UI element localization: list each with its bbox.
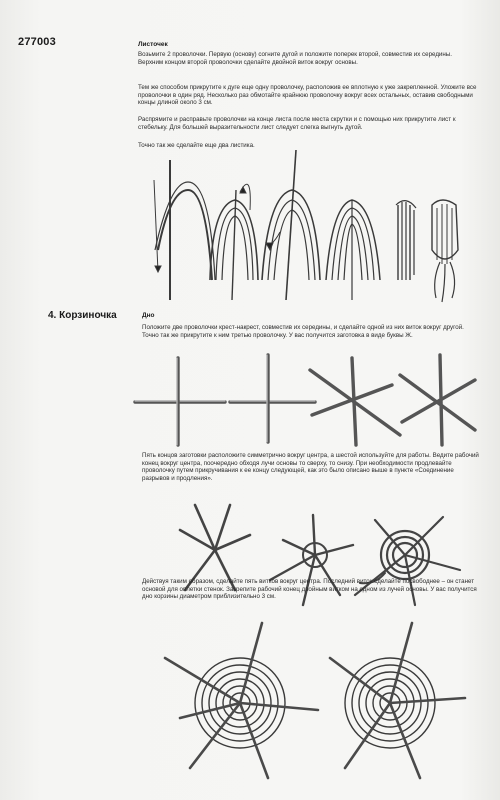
leaf-paragraph-3: Распрямите и расправьте проволочки на конце листа после места скрутки и с помощью них прикрутите лист к стебельку. Для большей выразительности лист следует слегка выгнуть дугой. <box>138 116 456 131</box>
page-code: 277003 <box>18 36 56 48</box>
finished-base-1 <box>165 623 318 778</box>
leaf-step-1 <box>154 160 215 300</box>
cross-step-3 <box>310 358 400 445</box>
cross-step-4 <box>400 355 475 445</box>
cross-step-1 <box>135 358 225 445</box>
leaf-paragraph-2: Тем же способом прикрутите к дуге еще одну проволочку, расположив ее вплотную к уже закрепленной. Уложите все проволочки в один ряд. Несколько раз обмотайте крайнюю проволочку вокруг всех остальных, оставив свободными концы длиной около 3 см. <box>138 84 477 107</box>
basket-paragraph-1: Положите две проволочки крест-накрест, совместив их середины, и сделайте одной из них виток вокруг другой. Точно так же прикрутите к ним третью проволочку. У вас получится заготовка в виде буквы Ж. <box>142 324 464 339</box>
leaf-steps-illustration <box>140 150 470 310</box>
basket-paragraph-3: Действуя таким образом, сделайте пять витков вокруг центра. Последний виток сделайте посвободнее – он станет основой для оплетки стенок. Закрепите рабочий конец двойным витком на одном из лучей основы. У вас получится дно корзины диаметром приблизительно 3 см. <box>142 578 477 601</box>
leaf-step-3 <box>262 150 320 300</box>
basket-heading: Дно <box>142 312 155 319</box>
leaf-step-2 <box>210 184 258 300</box>
leaf-heading: Листочек <box>138 41 168 48</box>
finished-base-illustration <box>150 618 470 778</box>
leaf-paragraph-1: Возьмите 2 проволочки. Первую (основу) согните дугой и положите поперек второй, совместив их середины. Верхним концом второй проволочки сделайте двойной виток вокруг основы. <box>138 51 452 66</box>
finished-base-2 <box>330 623 465 778</box>
cross-step-2 <box>230 355 315 442</box>
leaf-step-4 <box>326 200 380 300</box>
cross-steps-illustration <box>130 350 480 450</box>
leaf-step-6 <box>432 200 458 302</box>
leaf-paragraph-4: Точно так же сделайте еще два листика. <box>138 142 255 149</box>
basket-paragraph-2: Пять концов заготовки расположите симметрично вокруг центра, а шестой используйте для работы. Ведите рабочий конец вокруг центра, поочередно обходя лучи основы то сверху, то снизу. При необходимости продлевайте проволочку путем прикручивания к ее концу следующей, как это было описано выше в пункте «Соединение разрывов и продления». <box>142 452 479 482</box>
section-title: 4. Корзиночка <box>48 310 117 321</box>
leaf-step-5 <box>396 201 416 280</box>
